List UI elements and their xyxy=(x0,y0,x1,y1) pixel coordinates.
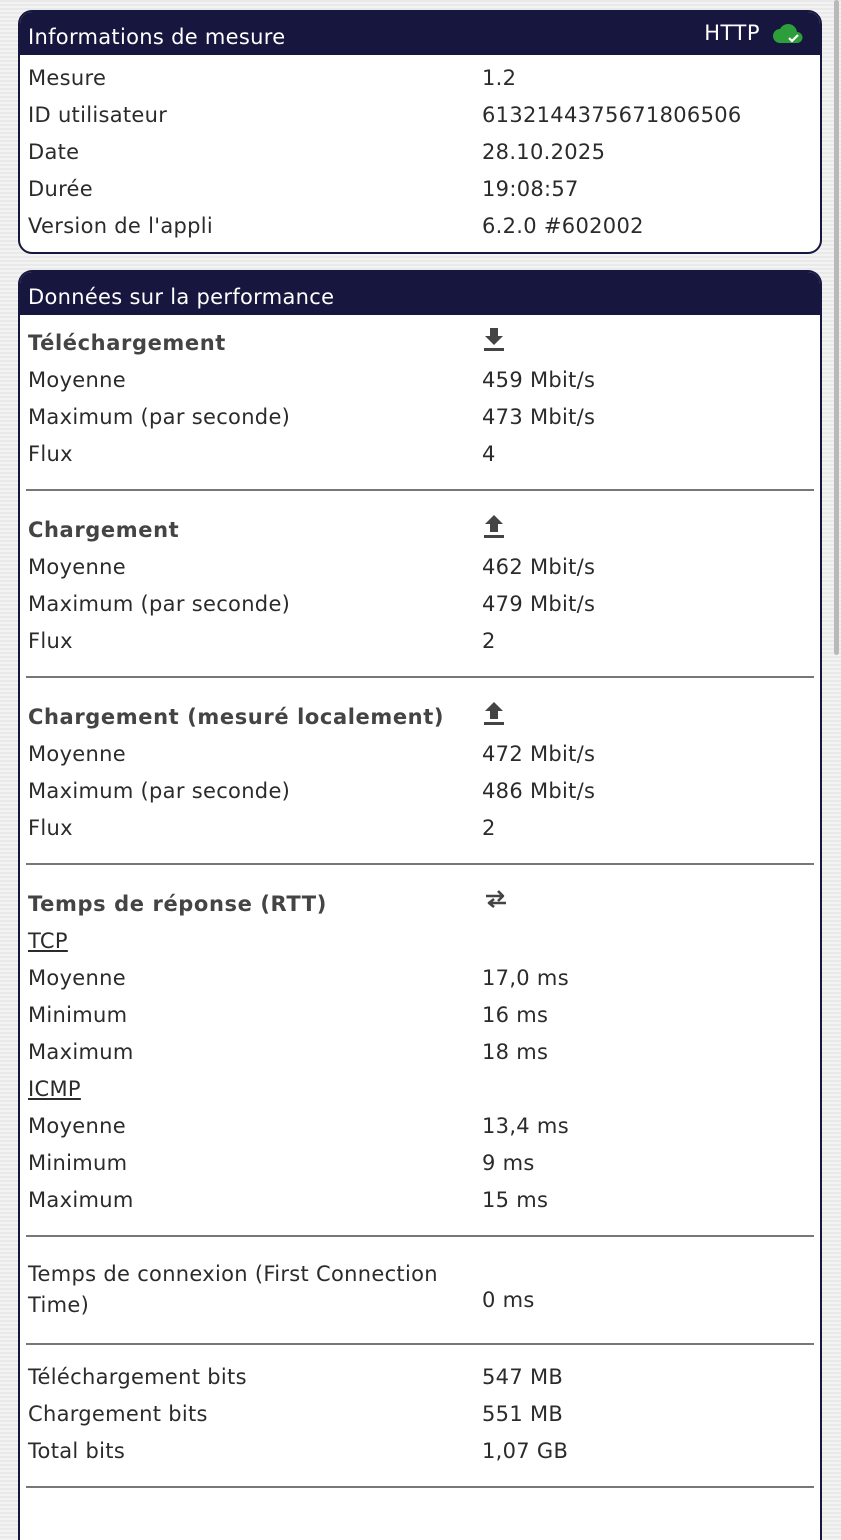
icmp-min-label: Minimum xyxy=(28,1151,128,1175)
icmp-max-value: 15 ms xyxy=(482,1188,549,1212)
divider xyxy=(26,676,814,678)
total-bits-row xyxy=(20,1433,820,1470)
total-bits-label: Total bits xyxy=(28,1439,126,1463)
tcp-max-label: Maximum xyxy=(28,1040,134,1064)
row-app-version xyxy=(20,208,820,245)
upload-title: Chargement xyxy=(28,518,180,542)
download-flux-row xyxy=(20,436,820,473)
download-flux-label: Flux xyxy=(28,442,73,466)
measurement-info-title: Informations de mesure xyxy=(28,25,286,49)
upload-icon xyxy=(482,700,506,726)
connection-time-row xyxy=(20,1251,820,1333)
scrollbar[interactable] xyxy=(834,0,839,655)
tcp-avg-label: Moyenne xyxy=(28,966,126,990)
upload-local-max-value: 486 Mbit/s xyxy=(482,779,596,803)
upload-local-avg-label: Moyenne xyxy=(28,742,126,766)
upload-local-title: Chargement (mesuré localement) xyxy=(28,705,445,729)
tcp-max-row xyxy=(20,1034,820,1071)
app-version-label: Version de l'appli xyxy=(28,214,214,238)
upload-local-avg-value: 472 Mbit/s xyxy=(482,742,596,766)
user-id-label: ID utilisateur xyxy=(28,103,168,127)
rtt-section-title xyxy=(20,879,820,923)
download-title: Téléchargement xyxy=(28,331,226,355)
upload-local-flux-label: Flux xyxy=(28,816,73,840)
row-user-id xyxy=(20,97,820,134)
upload-local-section-title xyxy=(20,692,820,736)
upload-avg-row xyxy=(20,549,820,586)
divider xyxy=(26,863,814,865)
upload-bits-value: 551 MB xyxy=(482,1402,564,1426)
tcp-min-value: 16 ms xyxy=(482,1003,549,1027)
download-bits-value: 547 MB xyxy=(482,1365,564,1389)
download-avg-value: 459 Mbit/s xyxy=(482,368,596,392)
upload-bits-row xyxy=(20,1396,820,1433)
icmp-min-value: 9 ms xyxy=(482,1151,535,1175)
icmp-avg-row xyxy=(20,1108,820,1145)
download-bits-label: Téléchargement bits xyxy=(28,1365,247,1389)
download-max-row xyxy=(20,399,820,436)
swap-arrows-icon xyxy=(482,887,510,911)
icmp-avg-label: Moyenne xyxy=(28,1114,126,1138)
icmp-max-row xyxy=(20,1182,820,1219)
download-avg-row xyxy=(20,362,820,399)
upload-local-flux-value: 2 xyxy=(482,816,496,840)
row-measure xyxy=(20,60,820,97)
upload-icon xyxy=(482,513,506,539)
tcp-avg-value: 17,0 ms xyxy=(482,966,569,990)
download-flux-value: 4 xyxy=(482,442,496,466)
divider xyxy=(26,1235,814,1237)
date-value: 28.10.2025 xyxy=(482,140,606,164)
icmp-max-label: Maximum xyxy=(28,1188,134,1212)
upload-section-title xyxy=(20,505,820,549)
row-date xyxy=(20,134,820,171)
upload-local-max-row xyxy=(20,773,820,810)
row-duration xyxy=(20,171,820,208)
measure-value: 1.2 xyxy=(482,66,517,90)
download-avg-label: Moyenne xyxy=(28,368,126,392)
upload-local-max-label: Maximum (par seconde) xyxy=(28,779,291,803)
icmp-avg-value: 13,4 ms xyxy=(482,1114,569,1138)
upload-flux-label: Flux xyxy=(28,629,73,653)
icmp-subheading: ICMP xyxy=(28,1077,81,1101)
upload-max-row xyxy=(20,586,820,623)
connection-time-value: 0 ms xyxy=(482,1288,535,1312)
tcp-min-label: Minimum xyxy=(28,1003,128,1027)
tcp-min-row xyxy=(20,997,820,1034)
download-bits-row xyxy=(20,1359,820,1396)
upload-avg-value: 462 Mbit/s xyxy=(482,555,596,579)
upload-max-label: Maximum (par seconde) xyxy=(28,592,291,616)
download-icon xyxy=(482,326,506,352)
divider xyxy=(26,1343,814,1345)
divider xyxy=(26,1486,814,1488)
upload-local-flux-row xyxy=(20,810,820,847)
measure-label: Mesure xyxy=(28,66,107,90)
user-id-value: 6132144375671806506 xyxy=(482,103,742,127)
download-section-title xyxy=(20,318,820,362)
connection-time-label: Temps de connexion (First Connection Time) xyxy=(28,1262,438,1317)
duration-label: Durée xyxy=(28,177,93,201)
tcp-subheading: TCP xyxy=(28,929,68,953)
tcp-avg-row xyxy=(20,960,820,997)
upload-flux-row xyxy=(20,623,820,660)
upload-bits-label: Chargement bits xyxy=(28,1402,208,1426)
tcp-max-value: 18 ms xyxy=(482,1040,549,1064)
measurement-info-card xyxy=(18,10,822,254)
measurement-info-header xyxy=(20,12,820,55)
divider xyxy=(26,489,814,491)
date-label: Date xyxy=(28,140,80,164)
rtt-title: Temps de réponse (RTT) xyxy=(28,892,327,916)
protocol-label: HTTP xyxy=(704,21,760,45)
upload-max-value: 479 Mbit/s xyxy=(482,592,596,616)
upload-flux-value: 2 xyxy=(482,629,496,653)
performance-title: Données sur la performance xyxy=(28,285,335,309)
upload-local-avg-row xyxy=(20,736,820,773)
performance-header xyxy=(20,272,820,315)
total-bits-value: 1,07 GB xyxy=(482,1439,569,1463)
cloud-check-icon xyxy=(772,21,804,47)
download-max-value: 473 Mbit/s xyxy=(482,405,596,429)
upload-avg-label: Moyenne xyxy=(28,555,126,579)
duration-value: 19:08:57 xyxy=(482,177,579,201)
download-max-label: Maximum (par seconde) xyxy=(28,405,291,429)
app-version-value: 6.2.0 #602002 xyxy=(482,214,644,238)
performance-card xyxy=(18,270,822,1540)
icmp-min-row xyxy=(20,1145,820,1182)
